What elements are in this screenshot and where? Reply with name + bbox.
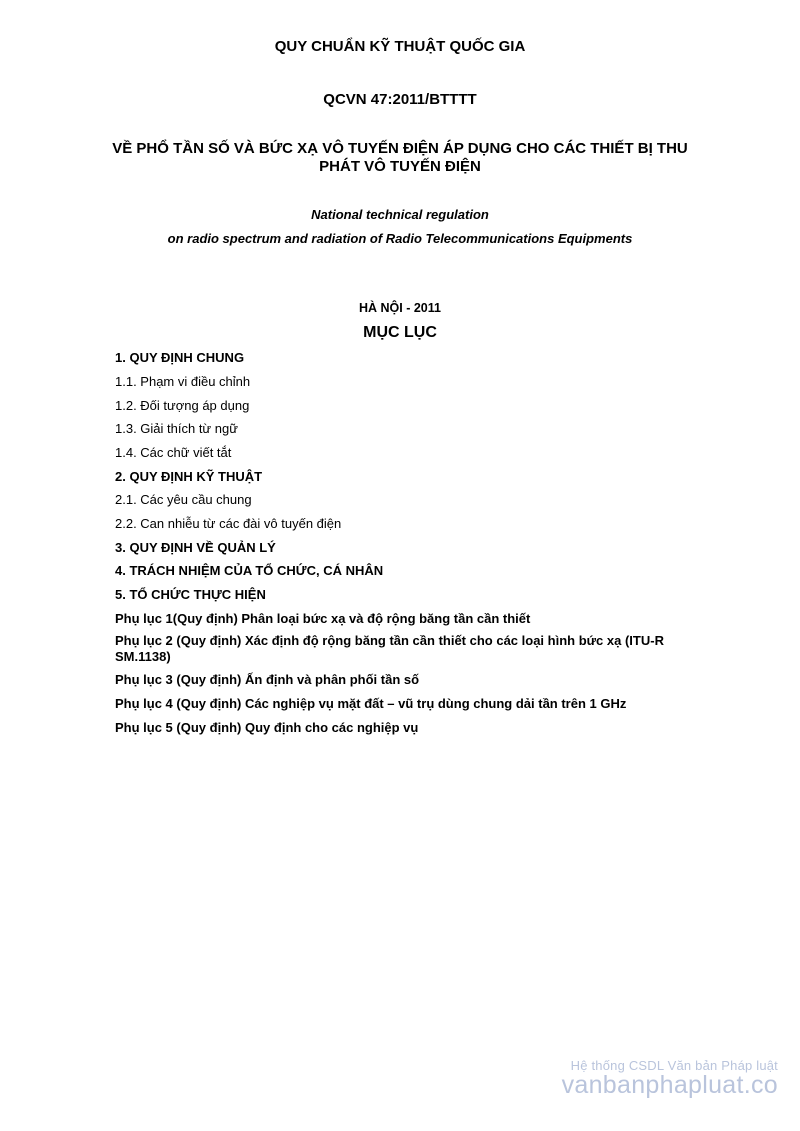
toc-appendix-5[interactable]: Phụ lục 5 (Quy định) Quy định cho các nghiệp vụ <box>115 720 419 735</box>
toc-section-3[interactable]: 3. QUY ĐỊNH VỀ QUẢN LÝ <box>115 540 276 555</box>
toc-item-2-2[interactable]: 2.2. Can nhiễu từ các đài vô tuyến điện <box>115 516 342 531</box>
regulation-subject: VỀ PHỔ TẦN SỐ VÀ BỨC XẠ VÔ TUYẾN ĐIỆN ÁP DỤNG CHO CÁC THIẾT BỊ THU PHÁT VÔ TUYẾN ĐIỆN <box>112 140 688 175</box>
toc-item-1-3[interactable]: 1.3. Giải thích từ ngữ <box>115 421 238 436</box>
watermark-caption: Hệ thống CSDL Văn bản Pháp luật <box>570 1058 778 1073</box>
toc-heading: MỤC LỤC <box>363 324 437 341</box>
toc-item-1-2[interactable]: 1.2. Đối tượng áp dụng <box>115 398 250 413</box>
regulation-code: QCVN 47:2011/BTTTT <box>323 91 477 108</box>
toc-section-5[interactable]: 5. TỔ CHỨC THỰC HIỆN <box>115 587 266 602</box>
toc-appendix-1[interactable]: Phụ lục 1(Quy định) Phân loại bức xạ và độ rộng băng tần cần thiết <box>115 611 531 626</box>
place-year: HÀ NỘI - 2011 <box>359 301 441 315</box>
toc-section-4[interactable]: 4. TRÁCH NHIỆM CỦA TỔ CHỨC, CÁ NHÂN <box>115 563 384 578</box>
table-of-contents <box>115 350 715 736</box>
toc-item-1-4[interactable]: 1.4. Các chữ viết tắt <box>115 445 232 460</box>
toc-item-2-1[interactable]: 2.1. Các yêu cầu chung <box>115 492 252 507</box>
toc-section-2[interactable]: 2. QUY ĐỊNH KỸ THUẬT <box>115 469 263 484</box>
watermark-site: vanbanphapluat.co <box>561 1071 778 1099</box>
watermark <box>562 1058 778 1100</box>
toc-item-1-1[interactable]: 1.1. Phạm vi điều chỉnh <box>115 374 251 389</box>
toc-appendix-3[interactable]: Phụ lục 3 (Quy định) Ấn định và phân phối tần số <box>115 672 420 687</box>
regulation-title: QUY CHUẨN KỸ THUẬT QUỐC GIA <box>274 38 526 55</box>
toc-appendix-2[interactable]: Phụ lục 2 (Quy định) Xác định độ rộng băng tần cần thiết cho các loại hình bức xạ (ITU-R SM.1138) <box>115 633 664 664</box>
toc-section-1[interactable]: 1. QUY ĐỊNH CHUNG <box>115 350 245 365</box>
english-title-line1: National technical regulation <box>311 207 489 222</box>
toc-appendix-4[interactable]: Phụ lục 4 (Quy định) Các nghiệp vụ mặt đất – vũ trụ dùng chung dải tần trên 1 GHz <box>115 696 627 711</box>
english-title-line2: on radio spectrum and radiation of Radio Telecommunications Equipments <box>167 231 633 246</box>
